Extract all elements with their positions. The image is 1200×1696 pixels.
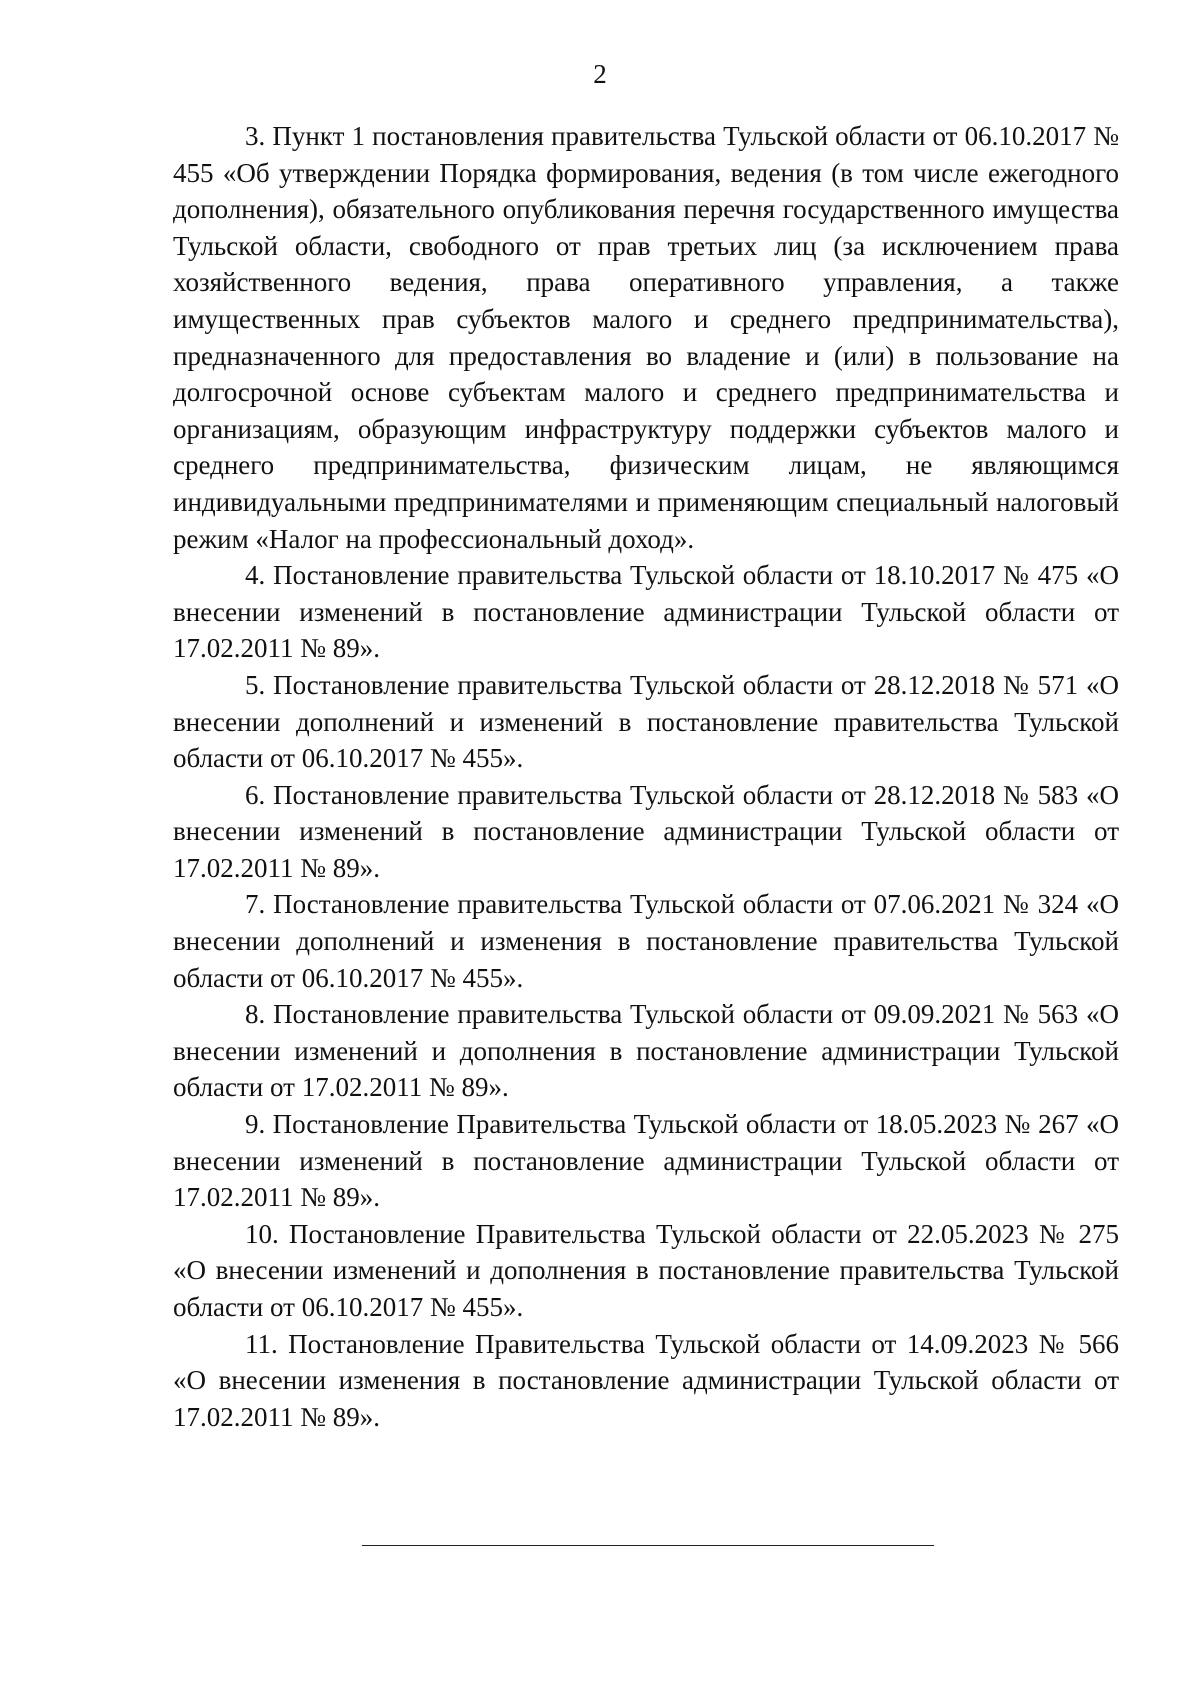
- end-separator-line: [362, 1545, 934, 1546]
- paragraph-item-9: 9. Постановление Правительства Тульской области от 18.05.2023 № 267 «О внесении изменений в постановление администрации Тульской области от 17.02.2011 № 89».: [173, 1109, 1119, 1213]
- document-body: [173, 118, 1119, 1435]
- paragraph-item-5: 5. Постановление правительства Тульской области от 28.12.2018 № 571 «О внесении дополнений и изменений в постановление правительства Тульской области от 06.10.2017 № 455».: [173, 669, 1119, 774]
- page-number: 2: [593, 59, 607, 89]
- paragraph-item-8: 8. Постановление правительства Тульской области от 09.09.2021 № 563 «О внесении изменений и дополнения в постановление администрации Тульской области от 17.02.2011 № 89».: [173, 999, 1119, 1103]
- paragraph-item-10: 10. Постановление Правительства Тульской области от 22.05.2023 № 275 «О внесении изменений и дополнения в постановление правительства Тульской области от 06.10.2017 № 455».: [173, 1218, 1119, 1322]
- paragraph-item-4: 4. Постановление правительства Тульской области от 18.10.2017 № 475 «О внесении изменений в постановление администрации Тульской области от 17.02.2011 № 89».: [173, 560, 1119, 664]
- paragraph-item-3: 3. Пункт 1 постановления правительства Тульской области от 06.10.2017 № 455 «Об утверждении Порядка формирования, ведения (в том числе ежегодного дополнения), обязательного опубликования перечня государственного имущества Тульской области, свободного от прав третьих лиц (за исключением права хозяйственного ведения, права оперативного управления, а также имущественных прав субъектов малого и среднего предпринимательства), предназначенного для предоставления во владение и (или) в пользование на долгосрочной основе субъектам малого и среднего предпринимательства и организациям, образующим инфраструктуру поддержки субъектов малого и среднего предпринимательства, физическим лицам, не являющимся индивидуальными предпринимателями и применяющим специальный налоговый режим «Налог на профессиональный доход».: [173, 121, 1119, 554]
- paragraph-item-6: 6. Постановление правительства Тульской области от 28.12.2018 № 583 «О внесении изменений в постановление администрации Тульской области от 17.02.2011 № 89».: [173, 779, 1119, 883]
- paragraph-item-11: 11. Постановление Правительства Тульской области от 14.09.2023 № 566 «О внесении изменения в постановление администрации Тульской области от 17.02.2011 № 89».: [173, 1328, 1119, 1432]
- paragraph-item-7: 7. Постановление правительства Тульской области от 07.06.2021 № 324 «О внесении дополнений и изменения в постановление правительства Тульской области от 06.10.2017 № 455».: [173, 889, 1119, 993]
